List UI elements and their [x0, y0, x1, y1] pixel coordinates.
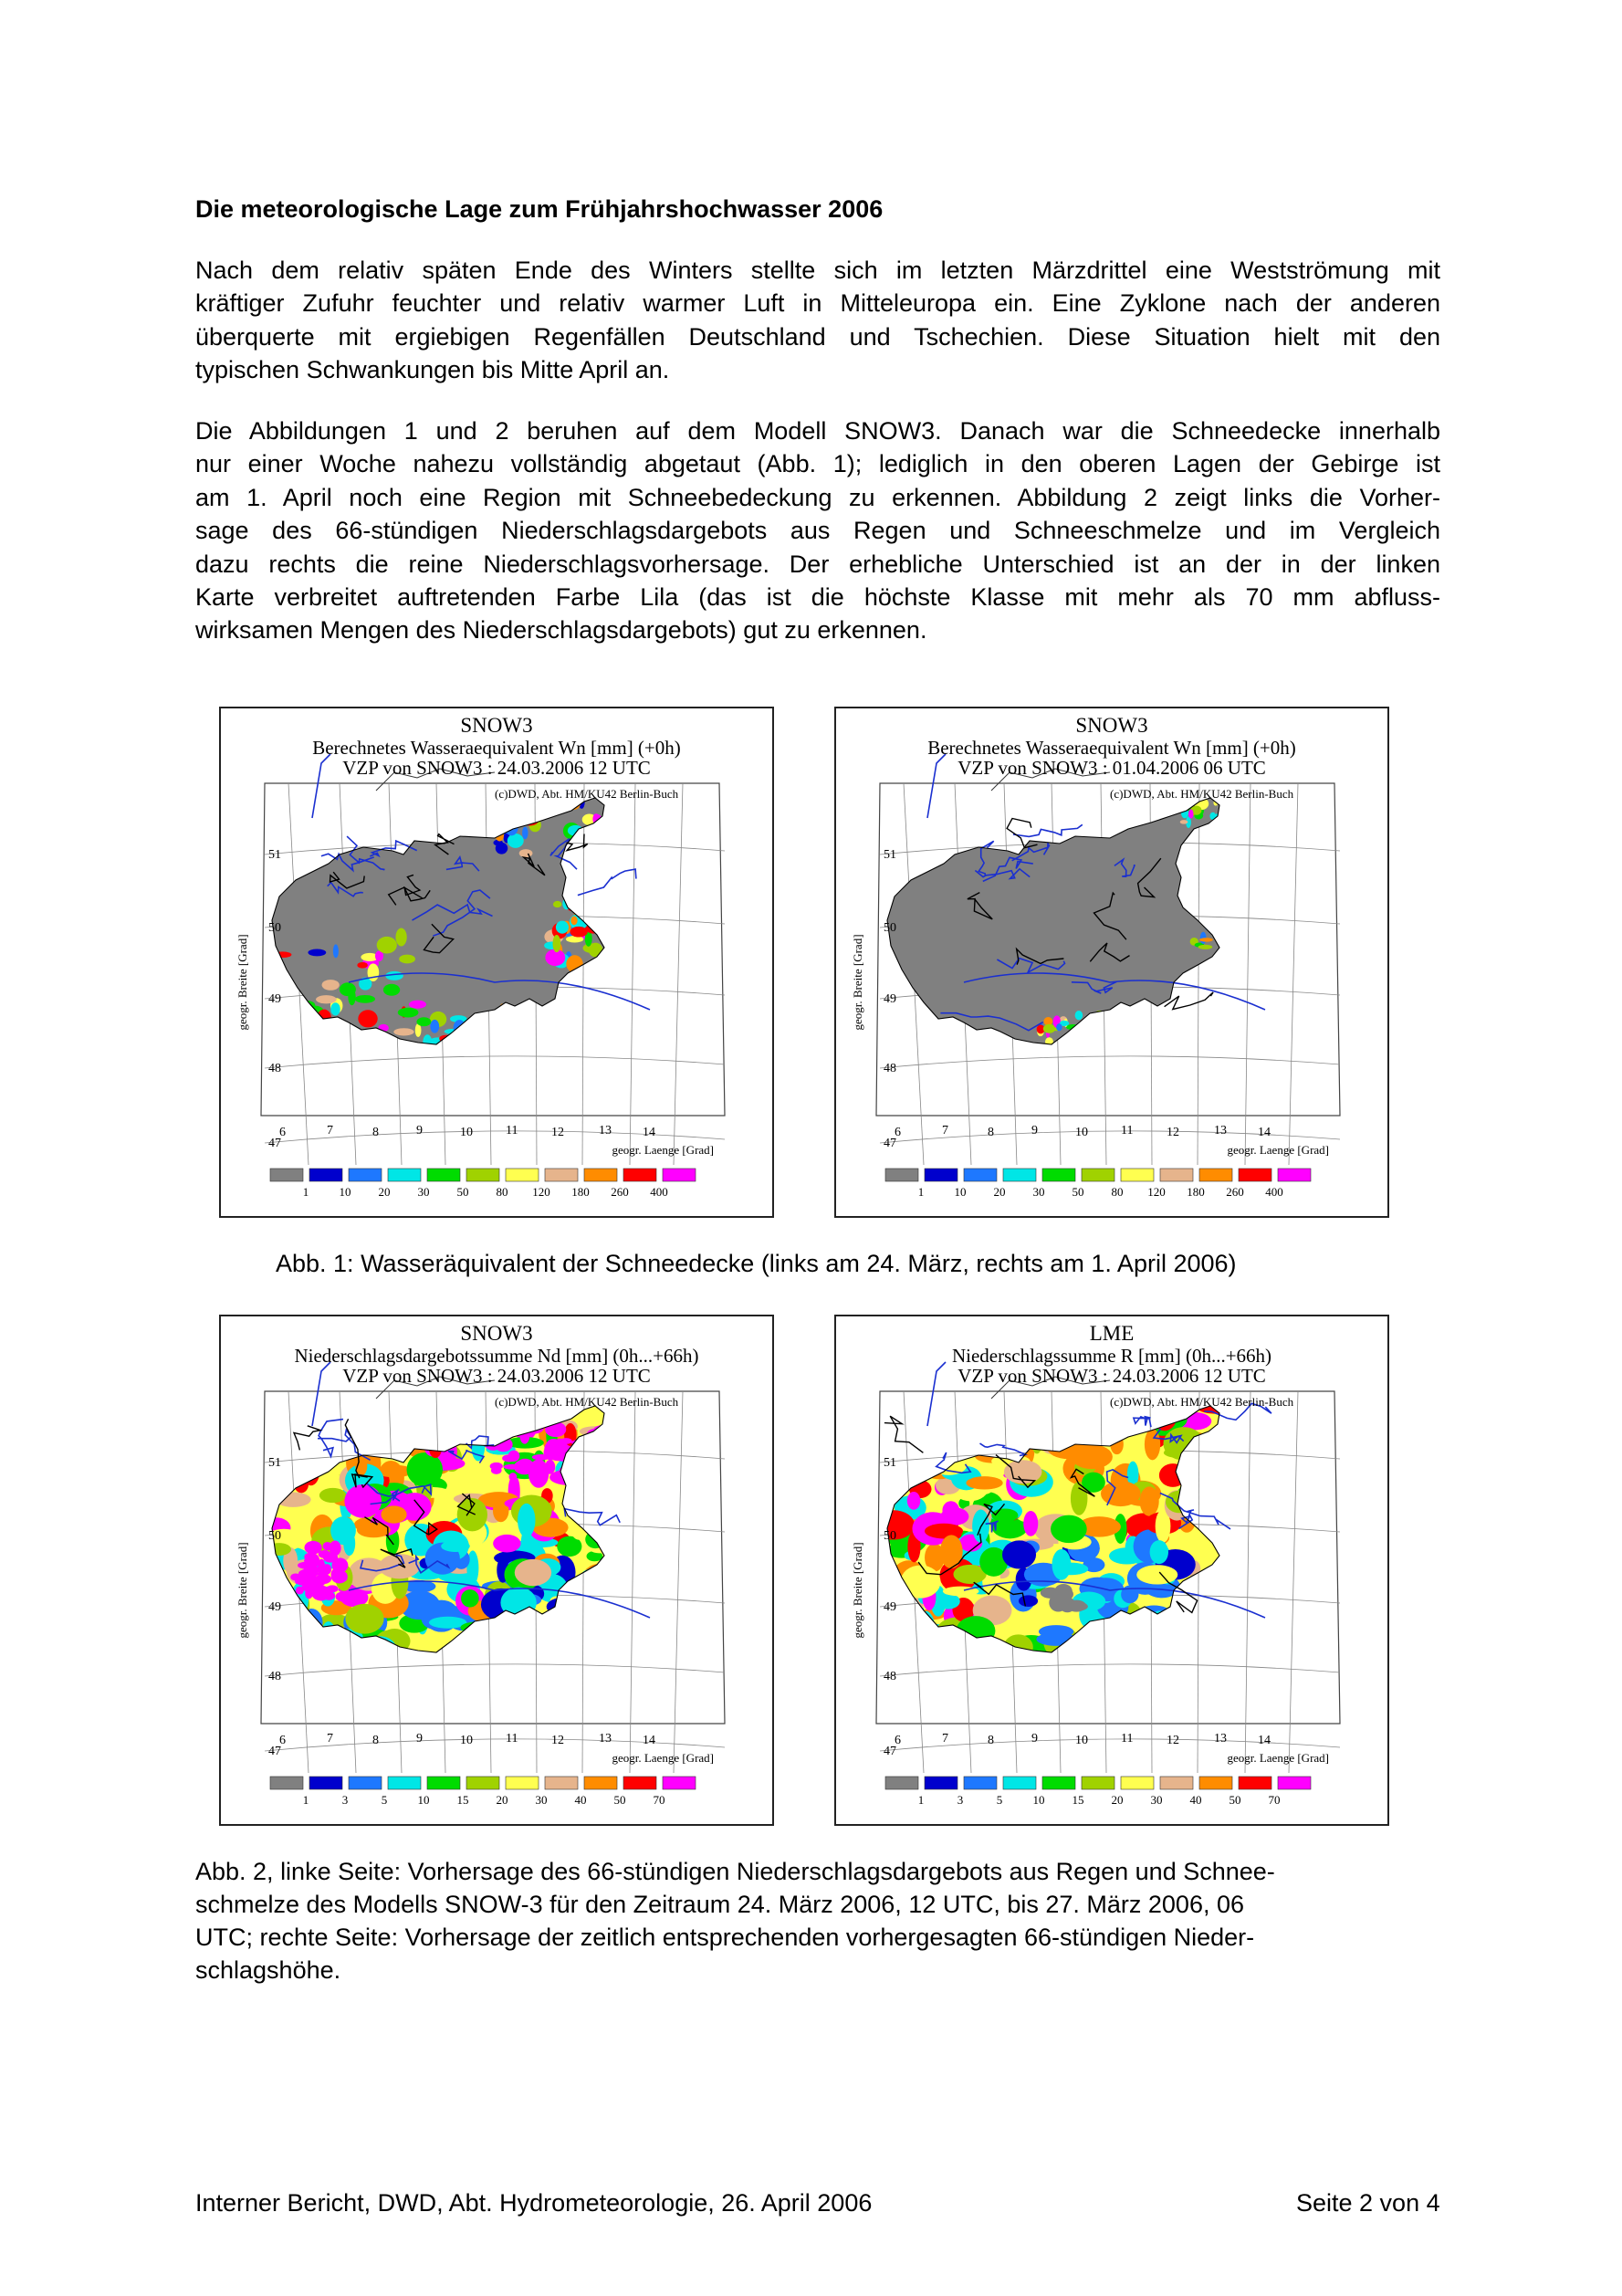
- figure-run: VZP von SNOW3 : 01.04.2006 06 UTC: [958, 757, 1266, 779]
- legend-label: 20: [1111, 1793, 1124, 1807]
- text-line: wirksamen Mengen des Niederschlagsdargebots) gut zu erkennen.: [195, 616, 927, 645]
- legend-swatch: [964, 1777, 997, 1789]
- color-patch: [515, 1559, 551, 1586]
- legend-label: 30: [417, 1185, 430, 1199]
- color-patch: [1054, 1584, 1072, 1599]
- legend-swatch: [1082, 1777, 1114, 1789]
- latitude-tick-label: 50: [884, 921, 896, 935]
- latitude-tick-label: 49: [884, 992, 896, 1006]
- legend-label: 70: [1268, 1793, 1281, 1807]
- longitude-tick-label: 10: [1075, 1734, 1088, 1747]
- legend-swatch: [506, 1169, 539, 1181]
- paragraph-1: [195, 254, 1440, 387]
- page-title: Die meteorologische Lage zum Frühjahrshochwasser 2006: [195, 195, 884, 223]
- figure-subtitle: Niederschlagsdargebotssumme Nd [mm] (0h...+66h): [294, 1345, 699, 1367]
- latitude-tick-label: 47: [268, 1137, 281, 1150]
- legend-swatch: [270, 1777, 303, 1789]
- color-patch: [461, 1589, 479, 1607]
- color-patch: [398, 1008, 419, 1018]
- legend-label: 20: [378, 1185, 391, 1199]
- longitude-tick-label: 10: [1075, 1126, 1088, 1139]
- color-patch: [409, 1001, 426, 1009]
- longitude-tick-label: 12: [1167, 1126, 1179, 1139]
- latitude-tick-label: 51: [884, 1456, 896, 1470]
- color-patch: [1150, 1540, 1168, 1564]
- text-line: Abb. 2, linke Seite: Vorhersage des 66-stündigen Niederschlagsdargebots aus Regen und Schnee-: [195, 1858, 1275, 1885]
- color-patch: [1188, 809, 1193, 818]
- longitude-tick-label: 13: [1214, 1732, 1227, 1746]
- figure-caption-2: [195, 1855, 1440, 1987]
- legend-swatch: [545, 1169, 578, 1181]
- map-graphic: [221, 1316, 772, 1824]
- longitude-tick-label: 6: [895, 1126, 901, 1139]
- latitude-tick-label: 48: [884, 1670, 896, 1683]
- legend-swatch: [1278, 1169, 1311, 1181]
- latitude-tick-label: 47: [268, 1745, 281, 1758]
- longitude-tick-label: 10: [460, 1734, 473, 1747]
- latitude-tick-label: 48: [884, 1062, 896, 1075]
- text-line: Nach dem relativ späten Ende des Winters stellte sich im letzten Märzdrittel eine Westströmung mit: [195, 257, 1440, 284]
- figure-subtitle: Berechnetes Wasseraequivalent Wn [mm] (+0h): [927, 737, 1296, 759]
- longitude-tick-label: 13: [1214, 1124, 1227, 1138]
- legend-swatch: [506, 1777, 539, 1789]
- figure-title: SNOW3: [460, 1322, 533, 1345]
- color-patch: [323, 1552, 338, 1562]
- color-patch: [556, 921, 569, 934]
- legend-label: 15: [1072, 1793, 1084, 1807]
- legend-label: 3: [341, 1793, 349, 1807]
- legend-label: 50: [1229, 1793, 1241, 1807]
- latitude-tick-label: 51: [884, 848, 896, 862]
- color-patch: [583, 943, 600, 953]
- copyright-text: (c)DWD, Abt. HM/KU42 Berlin-Buch: [1110, 1395, 1294, 1409]
- legend-label: 50: [456, 1185, 469, 1199]
- legend-label: 20: [993, 1185, 1006, 1199]
- legend-label: 80: [1111, 1185, 1124, 1199]
- longitude-tick-label: 9: [416, 1124, 423, 1138]
- longitude-tick-label: 11: [506, 1124, 518, 1138]
- x-axis-label: geogr. Laenge [Grad]: [612, 1143, 714, 1157]
- longitude-tick-label: 6: [895, 1734, 901, 1747]
- color-patch: [357, 1523, 391, 1538]
- color-patch: [1052, 1549, 1071, 1580]
- color-patch: [318, 1571, 328, 1578]
- y-axis-label: geogr. Breite [Grad]: [851, 1542, 864, 1639]
- legend-label: 10: [417, 1793, 430, 1807]
- legend-swatch: [925, 1169, 958, 1181]
- legend-swatch: [309, 1169, 342, 1181]
- legend: [885, 1777, 1311, 1807]
- legend-label: 260: [611, 1185, 629, 1199]
- copyright-text: (c)DWD, Abt. HM/KU42 Berlin-Buch: [495, 787, 679, 801]
- legend-swatch: [309, 1777, 342, 1789]
- color-patch: [496, 843, 508, 854]
- color-patch: [508, 833, 524, 848]
- legend-label: 400: [1265, 1185, 1283, 1199]
- color-patch: [1067, 1600, 1086, 1612]
- color-patch: [358, 1010, 377, 1027]
- color-patch: [336, 1576, 348, 1582]
- legend-swatch: [427, 1169, 460, 1181]
- legend-swatch: [925, 1777, 958, 1789]
- legend-swatch: [349, 1777, 382, 1789]
- color-patch: [308, 949, 326, 956]
- color-patch: [399, 955, 415, 964]
- legend-label: 180: [1187, 1185, 1205, 1199]
- legend-swatch: [964, 1169, 997, 1181]
- legend-label: 5: [996, 1793, 1003, 1807]
- figure-run: VZP von SNOW3 : 24.03.2006 12 UTC: [342, 757, 651, 779]
- longitude-tick-label: 7: [942, 1124, 948, 1138]
- color-patch: [430, 1020, 439, 1033]
- text-line: sage des 66-stündigen Niederschlagsdargebots aus Regen und Schneeschmelze und im Vergleich: [195, 517, 1440, 545]
- figure-caption-1: Abb. 1: Wasseräquivalent der Schneedecke (links am 24. März, rechts am 1. April 2006): [276, 1250, 1237, 1277]
- legend-label: 1: [917, 1185, 925, 1199]
- color-patch: [327, 1585, 339, 1592]
- legend-label: 260: [1226, 1185, 1244, 1199]
- longitude-tick-label: 14: [643, 1126, 655, 1139]
- figure-run: VZP von SNOW3 : 24.03.2006 12 UTC: [342, 1365, 651, 1387]
- text-line: kräftiger Zufuhr feuchter und relativ warmer Luft in Mitteleuropa ein. Eine Zyklone nach der anderen: [195, 289, 1440, 318]
- latitude-tick-label: 51: [268, 848, 281, 862]
- longitude-tick-label: 11: [1121, 1124, 1134, 1138]
- longitude-tick-label: 12: [551, 1126, 564, 1139]
- legend-swatch: [623, 1169, 656, 1181]
- legend-label: 50: [1072, 1185, 1084, 1199]
- footer-report-info: Interner Bericht, DWD, Abt. Hydrometeorologie, 26. April 2006: [195, 2189, 873, 2217]
- paragraph-2: [195, 414, 1440, 647]
- color-patch: [383, 984, 400, 996]
- color-patch: [345, 1604, 383, 1634]
- text-line: nur einer Woche nahezu vollständig abgetaut (Abb. 1); lediglich in den oberen Lagen der Gebirge ist: [195, 450, 1440, 478]
- copyright-text: (c)DWD, Abt. HM/KU42 Berlin-Buch: [495, 1395, 679, 1409]
- text-line: überquerte mit ergiebigen Regenfällen Deutschland und Tschechien. Diese Situation hielt mit den: [195, 322, 1440, 351]
- legend: [270, 1169, 696, 1199]
- latitude-tick-label: 48: [268, 1670, 281, 1683]
- legend-swatch: [885, 1169, 918, 1181]
- color-patch: [1140, 1486, 1159, 1515]
- color-patch: [319, 1488, 346, 1503]
- color-patch: [393, 1028, 413, 1035]
- latitude-tick-label: 50: [268, 921, 281, 935]
- latitude-line: [265, 1131, 725, 1143]
- color-patch: [1180, 820, 1188, 824]
- legend-swatch: [270, 1169, 303, 1181]
- longitude-tick-label: 6: [279, 1126, 286, 1139]
- legend: [885, 1169, 1311, 1199]
- color-patch: [940, 1535, 963, 1568]
- color-patch: [1198, 945, 1213, 949]
- latitude-tick-label: 48: [268, 1062, 281, 1075]
- color-patch: [1056, 1023, 1062, 1031]
- legend-swatch: [1082, 1169, 1114, 1181]
- color-patch: [925, 1524, 963, 1539]
- legend-label: 10: [1032, 1793, 1045, 1807]
- color-patch: [1101, 1481, 1141, 1506]
- longitude-tick-label: 8: [988, 1734, 994, 1747]
- longitude-tick-label: 14: [1258, 1126, 1271, 1139]
- figure-run: VZP von SNOW3 : 24.03.2006 12 UTC: [958, 1365, 1266, 1387]
- latitude-tick-label: 49: [268, 1600, 281, 1614]
- longitude-tick-label: 8: [372, 1126, 379, 1139]
- legend: [270, 1777, 696, 1807]
- color-patch: [330, 1516, 356, 1545]
- longitude-tick-label: 8: [372, 1734, 379, 1747]
- legend-swatch: [1003, 1777, 1036, 1789]
- color-patch: [322, 980, 340, 991]
- longitude-tick-label: 7: [327, 1124, 333, 1138]
- figure-subtitle: Niederschlagssumme R [mm] (0h...+66h): [951, 1345, 1272, 1367]
- legend-label: 120: [532, 1185, 550, 1199]
- color-patch: [416, 1017, 431, 1026]
- legend-swatch: [1121, 1169, 1154, 1181]
- legend-swatch: [1042, 1777, 1075, 1789]
- figure-snow-1-april: [834, 707, 1389, 1218]
- legend-label: 180: [571, 1185, 590, 1199]
- longitude-tick-label: 10: [460, 1126, 473, 1139]
- latitude-tick-label: 51: [268, 1456, 281, 1470]
- color-patch: [379, 1554, 420, 1578]
- legend-swatch: [545, 1777, 578, 1789]
- latitude-tick-label: 47: [884, 1137, 896, 1150]
- legend-label: 30: [535, 1793, 548, 1807]
- color-patch: [1199, 938, 1213, 941]
- legend-swatch: [1121, 1777, 1154, 1789]
- legend-swatch: [349, 1169, 382, 1181]
- y-axis-label: geogr. Breite [Grad]: [235, 934, 249, 1031]
- legend-label: 30: [1032, 1185, 1045, 1199]
- color-patch: [508, 1451, 520, 1462]
- legend-swatch: [584, 1169, 617, 1181]
- figure-snow-24-march: [219, 707, 774, 1218]
- legend-swatch: [885, 1777, 918, 1789]
- color-patch: [490, 1463, 503, 1470]
- color-patch: [942, 1501, 959, 1519]
- longitude-tick-label: 11: [1121, 1732, 1134, 1746]
- color-patch: [306, 1576, 319, 1585]
- color-patch: [316, 995, 337, 1003]
- copyright-text: (c)DWD, Abt. HM/KU42 Berlin-Buch: [1110, 787, 1294, 801]
- footer-page-number: Seite 2 von 4: [1296, 2189, 1440, 2217]
- longitude-tick-label: 11: [506, 1732, 518, 1746]
- longitude-tick-label: 14: [643, 1734, 655, 1747]
- text-line: Karte verbreitet auftretenden Farbe Lila (das ist die höchste Klasse mit mehr als 70 mm abfluss-: [195, 583, 1440, 612]
- legend-swatch: [466, 1777, 499, 1789]
- legend-swatch: [584, 1777, 617, 1789]
- latitude-tick-label: 50: [884, 1529, 896, 1543]
- text-line: Die Abbildungen 1 und 2 beruhen auf dem Modell SNOW3. Danach war die Schneedecke innerhalb: [195, 417, 1440, 445]
- legend-label: 70: [653, 1793, 665, 1807]
- legend-label: 20: [496, 1793, 508, 1807]
- legend-swatch: [1160, 1169, 1193, 1181]
- latitude-line: [265, 1739, 725, 1751]
- legend-label: 1: [302, 1793, 309, 1807]
- legend-label: 40: [574, 1793, 587, 1807]
- color-patch: [340, 982, 356, 996]
- legend-label: 5: [381, 1793, 388, 1807]
- color-patch: [1043, 1024, 1056, 1033]
- color-patch: [907, 1492, 921, 1510]
- color-patch: [335, 1592, 349, 1602]
- x-axis-label: geogr. Laenge [Grad]: [612, 1751, 714, 1765]
- color-patch: [518, 1459, 533, 1470]
- color-patch: [553, 901, 562, 907]
- text-line: typischen Schwankungen bis Mitte April an.: [195, 356, 670, 384]
- y-axis-label: geogr. Breite [Grad]: [851, 934, 864, 1031]
- color-patch: [570, 927, 587, 938]
- legend-swatch: [1199, 1777, 1232, 1789]
- color-patch: [570, 917, 577, 926]
- color-patch: [1002, 1540, 1036, 1568]
- figure-subtitle: Berechnetes Wasseraequivalent Wn [mm] (+0h): [312, 737, 681, 759]
- latitude-tick-label: 47: [884, 1745, 896, 1758]
- longitude-tick-label: 9: [416, 1732, 423, 1746]
- longitude-tick-label: 12: [551, 1734, 564, 1747]
- longitude-tick-label: 13: [599, 1124, 612, 1138]
- color-patch: [1075, 1011, 1083, 1020]
- color-patch: [441, 1540, 470, 1552]
- longitude-tick-label: 12: [1167, 1734, 1179, 1747]
- figure-title: SNOW3: [460, 714, 533, 737]
- figure-precip-offer: [219, 1315, 774, 1826]
- color-patch: [330, 1002, 340, 1015]
- map-graphic: [836, 1316, 1387, 1824]
- map-graphic: [221, 708, 772, 1216]
- legend-label: 1: [917, 1793, 925, 1807]
- figure-precip-lme: [834, 1315, 1389, 1826]
- text-line: UTC; rechte Seite: Vorhersage der zeitlich entsprechenden vorhergesagten 66-stündigen Nieder-: [195, 1924, 1255, 1951]
- color-patch: [323, 1542, 332, 1550]
- latitude-line: [880, 1131, 1340, 1143]
- color-patch: [304, 1541, 321, 1555]
- legend-label: 10: [954, 1185, 967, 1199]
- color-patch: [552, 935, 560, 952]
- x-axis-label: geogr. Laenge [Grad]: [1227, 1143, 1329, 1157]
- color-patch: [1051, 1515, 1087, 1544]
- longitude-tick-label: 13: [599, 1732, 612, 1746]
- legend-label: 1: [302, 1185, 309, 1199]
- legend-swatch: [1160, 1777, 1193, 1789]
- color-patch: [357, 962, 367, 969]
- legend-label: 400: [650, 1185, 668, 1199]
- legend-swatch: [388, 1777, 421, 1789]
- longitude-tick-label: 8: [988, 1126, 994, 1139]
- legend-swatch: [1199, 1169, 1232, 1181]
- text-line: schlagshöhe.: [195, 1956, 341, 1984]
- latitude-tick-label: 50: [268, 1529, 281, 1543]
- legend-label: 10: [339, 1185, 351, 1199]
- legend-swatch: [388, 1169, 421, 1181]
- text-line: schmelze des Modells SNOW-3 für den Zeitraum 24. März 2006, 12 UTC, bis 27. März 2006, 06: [195, 1891, 1244, 1918]
- color-patch: [1136, 1565, 1177, 1584]
- figure-title: LME: [1089, 1322, 1135, 1345]
- color-patch: [355, 995, 375, 1003]
- color-patch: [1019, 1595, 1038, 1607]
- legend-swatch: [1239, 1777, 1271, 1789]
- legend-swatch: [663, 1777, 696, 1789]
- legend-swatch: [1003, 1169, 1036, 1181]
- y-axis-label: geogr. Breite [Grad]: [235, 1542, 249, 1639]
- color-patch: [377, 937, 397, 954]
- latitude-tick-label: 49: [268, 992, 281, 1006]
- legend-swatch: [1042, 1169, 1075, 1181]
- color-patch: [344, 1484, 382, 1518]
- text-line: am 1. April noch eine Region mit Schneebedeckung zu erkennen. Abbildung 2 zeigt links die Vorher-: [195, 483, 1440, 511]
- color-patch: [333, 944, 339, 958]
- legend-label: 50: [613, 1793, 626, 1807]
- figure-title: SNOW3: [1075, 714, 1148, 737]
- latitude-tick-label: 49: [884, 1600, 896, 1614]
- x-axis-label: geogr. Laenge [Grad]: [1227, 1751, 1329, 1765]
- legend-label: 30: [1150, 1793, 1163, 1807]
- legend-swatch: [663, 1169, 696, 1181]
- longitude-tick-label: 7: [942, 1732, 948, 1746]
- color-patch: [560, 1438, 572, 1444]
- color-patch: [519, 849, 533, 857]
- legend-swatch: [1278, 1777, 1311, 1789]
- legend-swatch: [427, 1777, 460, 1789]
- color-patch: [493, 1535, 520, 1553]
- legend-label: 15: [456, 1793, 469, 1807]
- legend-label: 80: [496, 1185, 508, 1199]
- color-patch: [368, 963, 380, 981]
- longitude-tick-label: 7: [327, 1732, 333, 1746]
- color-patch: [518, 1504, 535, 1537]
- color-patch: [322, 1591, 335, 1600]
- legend-label: 3: [957, 1793, 964, 1807]
- color-patch: [522, 827, 528, 840]
- legend-swatch: [623, 1777, 656, 1789]
- color-patch: [381, 1505, 406, 1523]
- color-patch: [1023, 1511, 1038, 1536]
- text-line: dazu rechts die reine Niederschlagsvorhersage. Der erhebliche Unterschied ist an der in der linken: [195, 550, 1440, 578]
- color-patch: [509, 1473, 518, 1481]
- latitude-line: [880, 1739, 1340, 1751]
- legend-swatch: [466, 1169, 499, 1181]
- map-graphic: [836, 708, 1387, 1216]
- color-patch: [304, 1557, 319, 1565]
- longitude-tick-label: 9: [1031, 1124, 1038, 1138]
- legend-swatch: [1239, 1169, 1271, 1181]
- longitude-tick-label: 14: [1258, 1734, 1271, 1747]
- color-patch: [545, 1460, 555, 1474]
- legend-label: 120: [1147, 1185, 1166, 1199]
- longitude-tick-label: 6: [279, 1734, 286, 1747]
- color-patch: [395, 928, 406, 947]
- longitude-tick-label: 9: [1031, 1732, 1038, 1746]
- legend-label: 40: [1189, 1793, 1202, 1807]
